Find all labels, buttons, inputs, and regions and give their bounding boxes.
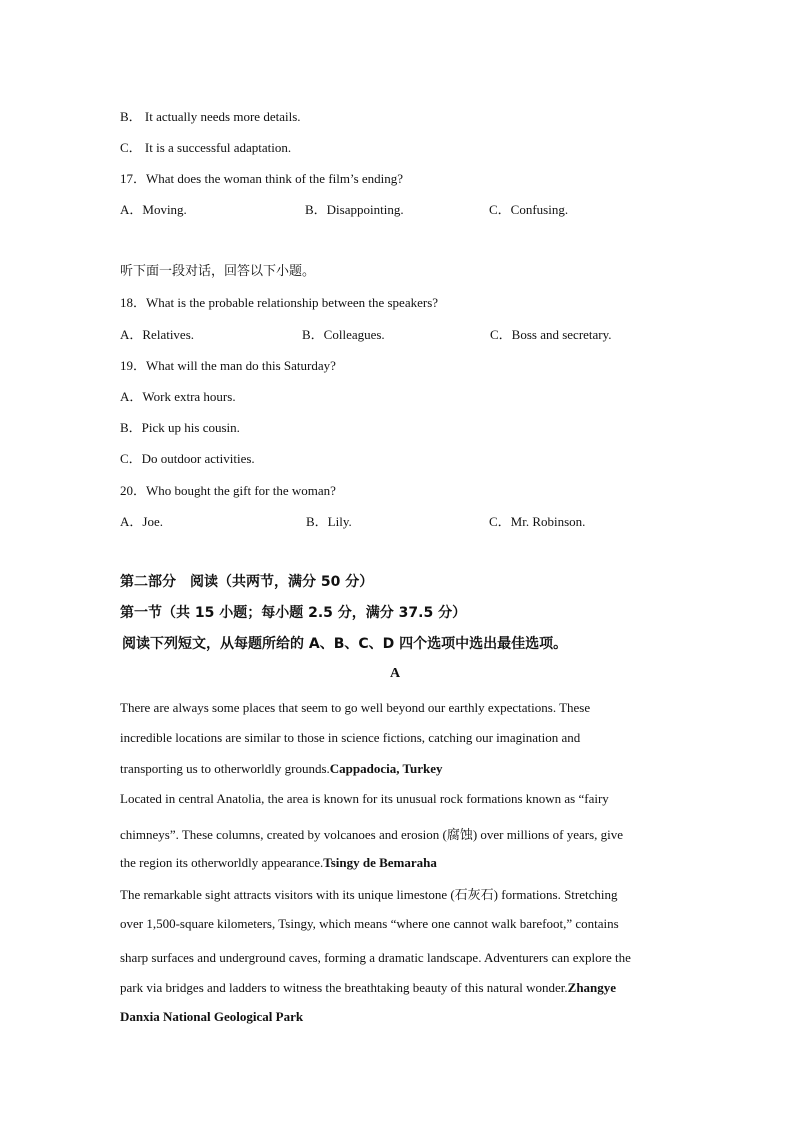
heading-cappadocia: Cappadocia, Turkey <box>329 761 443 776</box>
q18-option-b[interactable]: B．Colleagues. <box>302 327 385 342</box>
q20-option-a[interactable]: A．Joe. <box>120 514 163 529</box>
q19-stem: 19．What will the man do this Saturday? <box>120 358 336 373</box>
q19-option-c[interactable]: C．Do outdoor activities. <box>120 451 255 466</box>
q16-option-b[interactable]: B． It actually needs more details. <box>120 109 301 124</box>
q19-option-a[interactable]: A．Work extra hours. <box>120 389 236 404</box>
q18-option-a[interactable]: A．Relatives. <box>120 327 195 342</box>
passage-text: transporting us to otherworldly grounds. <box>120 761 330 776</box>
passage-line: The remarkable sight attracts visitors with its unique limestone (石灰石) formations. Stretching <box>120 887 618 902</box>
passage-line: sharp surfaces and underground caves, forming a dramatic landscape. Adventurers can explore the <box>120 950 631 965</box>
q18-stem: 18．What is the probable relationship between the speakers? <box>120 295 439 310</box>
passage-text: park via bridges and ladders to witness the breathtaking beauty of this natural wonder. <box>120 980 568 995</box>
q17-option-b[interactable]: B．Disappointing. <box>305 202 404 217</box>
q17-stem: 17．What does the woman think of the film’s ending? <box>120 171 404 186</box>
passage-line <box>120 855 437 871</box>
q20-stem: 20．Who bought the gift for the woman? <box>120 483 336 498</box>
passage-line: There are always some places that seem to go well beyond our earthly expectations. These <box>120 700 591 715</box>
q19-option-b[interactable]: B．Pick up his cousin. <box>120 420 240 435</box>
q20-option-c[interactable]: C．Mr. Robinson. <box>489 514 586 529</box>
passage-line: over 1,500-square kilometers, Tsingy, which means “where one cannot walk barefoot,” contains <box>120 916 619 931</box>
q17-option-a[interactable]: A．Moving. <box>120 202 187 217</box>
passage-line <box>120 980 616 996</box>
heading-zhangye: Zhangye <box>567 980 617 995</box>
passage-line <box>120 761 443 777</box>
reading-instruction: 阅读下列短文，从每题所给的 A、B、C、D 四个选项中选出最佳选项。 <box>122 636 568 652</box>
heading-zhangye-cont: Danxia National Geological Park <box>120 1009 304 1024</box>
passage-line: incredible locations are similar to those in science fictions, catching our imagination and <box>120 730 581 745</box>
passage-label: A <box>390 666 401 681</box>
listening-instruction: 听下面一段对话，回答以下小题。 <box>120 264 316 279</box>
passage-line: chimneys”. These columns, created by volcanoes and erosion (腐蚀) over millions of years, give <box>120 827 624 842</box>
q16-option-c[interactable]: C． It is a successful adaptation. <box>120 140 292 155</box>
q18-option-c[interactable]: C．Boss and secretary. <box>490 327 612 342</box>
part-two-title: 第二部分 阅读（共两节，满分 50 分） <box>120 574 374 590</box>
passage-text: the region its otherworldly appearance. <box>120 855 324 870</box>
passage-line: Located in central Anatolia, the area is known for its unusual rock formations known as “fairy <box>120 791 609 806</box>
q17-option-c[interactable]: C．Confusing. <box>489 202 569 217</box>
section-one-title: 第一节（共 15 小题；每小题 2.5 分，满分 37.5 分） <box>120 605 467 621</box>
q20-option-b[interactable]: B．Lily. <box>306 514 352 529</box>
heading-tsingy: Tsingy de Bemaraha <box>323 855 437 870</box>
